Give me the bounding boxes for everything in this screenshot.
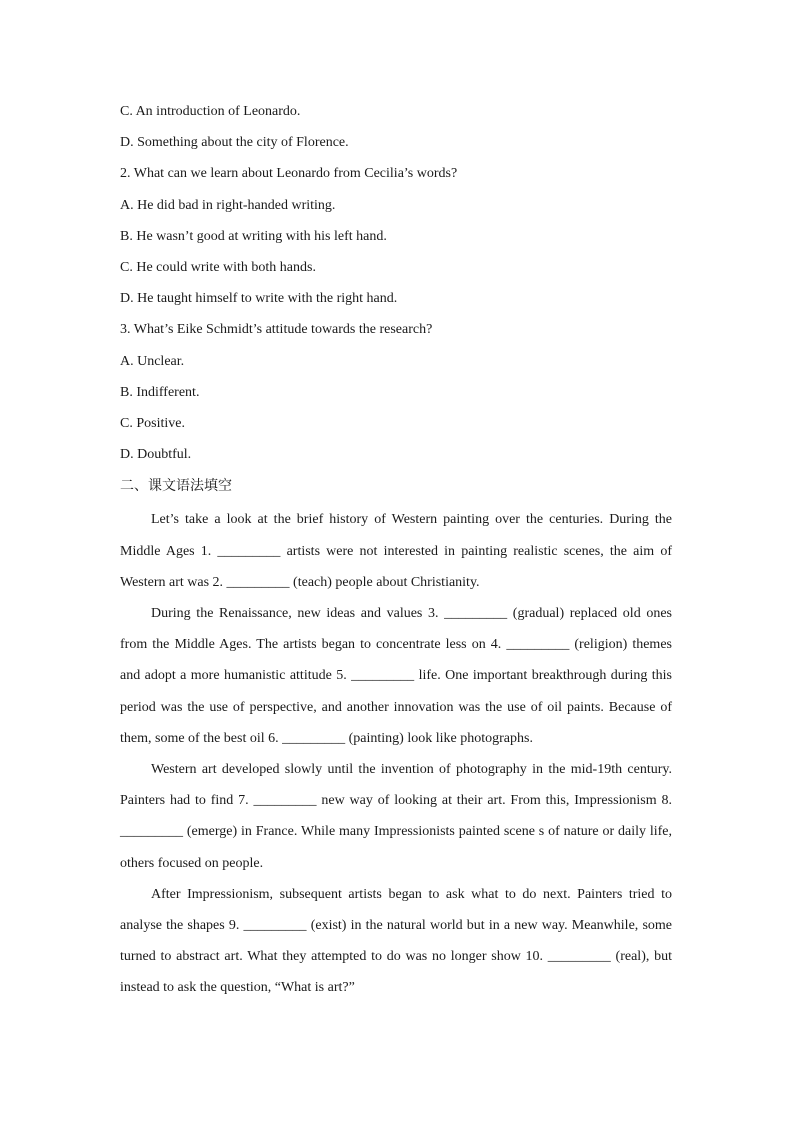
- question2-option-c: C. He could write with both hands.: [120, 259, 316, 275]
- question3-stem: 3. What’s Eike Schmidt’s attitude towards the research?: [120, 322, 433, 338]
- passage-paragraph-1: Let’s take a look at the brief history of Western painting over the centuries. During the Middle Ages 1. _________ artists were not interested in painting realistic scenes, the aim of Western art was 2. _________ (teach) people about Christianity.: [120, 512, 672, 590]
- question2-option-d: D. He taught himself to write with the right hand.: [120, 291, 398, 307]
- question3-option-d: D. Doubtful.: [120, 447, 192, 463]
- question3-option-b: B. Indifferent.: [120, 384, 200, 400]
- question2-option-b: B. He wasn’t good at writing with his left hand.: [120, 228, 387, 244]
- question3-option-a: A. Unclear.: [120, 353, 185, 369]
- question1-option-d: D. Something about the city of Florence.: [120, 135, 349, 151]
- passage-paragraph-4: After Impressionism, subsequent artists began to ask what to do next. Painters tried to analyse the shapes 9. _________ (exist) in the natural world but in a new way. Meanwhile, some turned to abstract art. What they attempted to do was no longer show 10. _________ (real), but instead to ask the question, “What is art?”: [120, 886, 672, 996]
- question2-stem: 2. What can we learn about Leonardo from Cecilia’s words?: [120, 166, 458, 182]
- question2-option-a: A. He did bad in right-handed writing.: [120, 197, 336, 213]
- section-heading: 二、课文语法填空: [120, 478, 232, 495]
- document-page: [120, 99, 672, 1004]
- question3-option-c: C. Positive.: [120, 415, 185, 431]
- question1-option-c: C. An introduction of Leonardo.: [120, 104, 301, 119]
- passage-paragraph-3: Western art developed slowly until the invention of photography in the mid-19th century. Painters had to find 7. _________ new way of looking at their art. From this, Impressionism 8. _________ (emerge) in France. While many Impressionists painted scene s of nature or daily life, others focused on people.: [120, 762, 672, 871]
- passage-paragraph-2: During the Renaissance, new ideas and values 3. _________ (gradual) replaced old ones from the Middle Ages. The artists began to concentrate less on 4. _________ (religion) themes and adopt a more humanistic attitude 5. _________ life. One important breakthrough during this period was the use of perspective, and another innovation was the use of oil paints. Because of them, some of the best oil 6. _________ (painting) look like photographs.: [120, 606, 672, 746]
